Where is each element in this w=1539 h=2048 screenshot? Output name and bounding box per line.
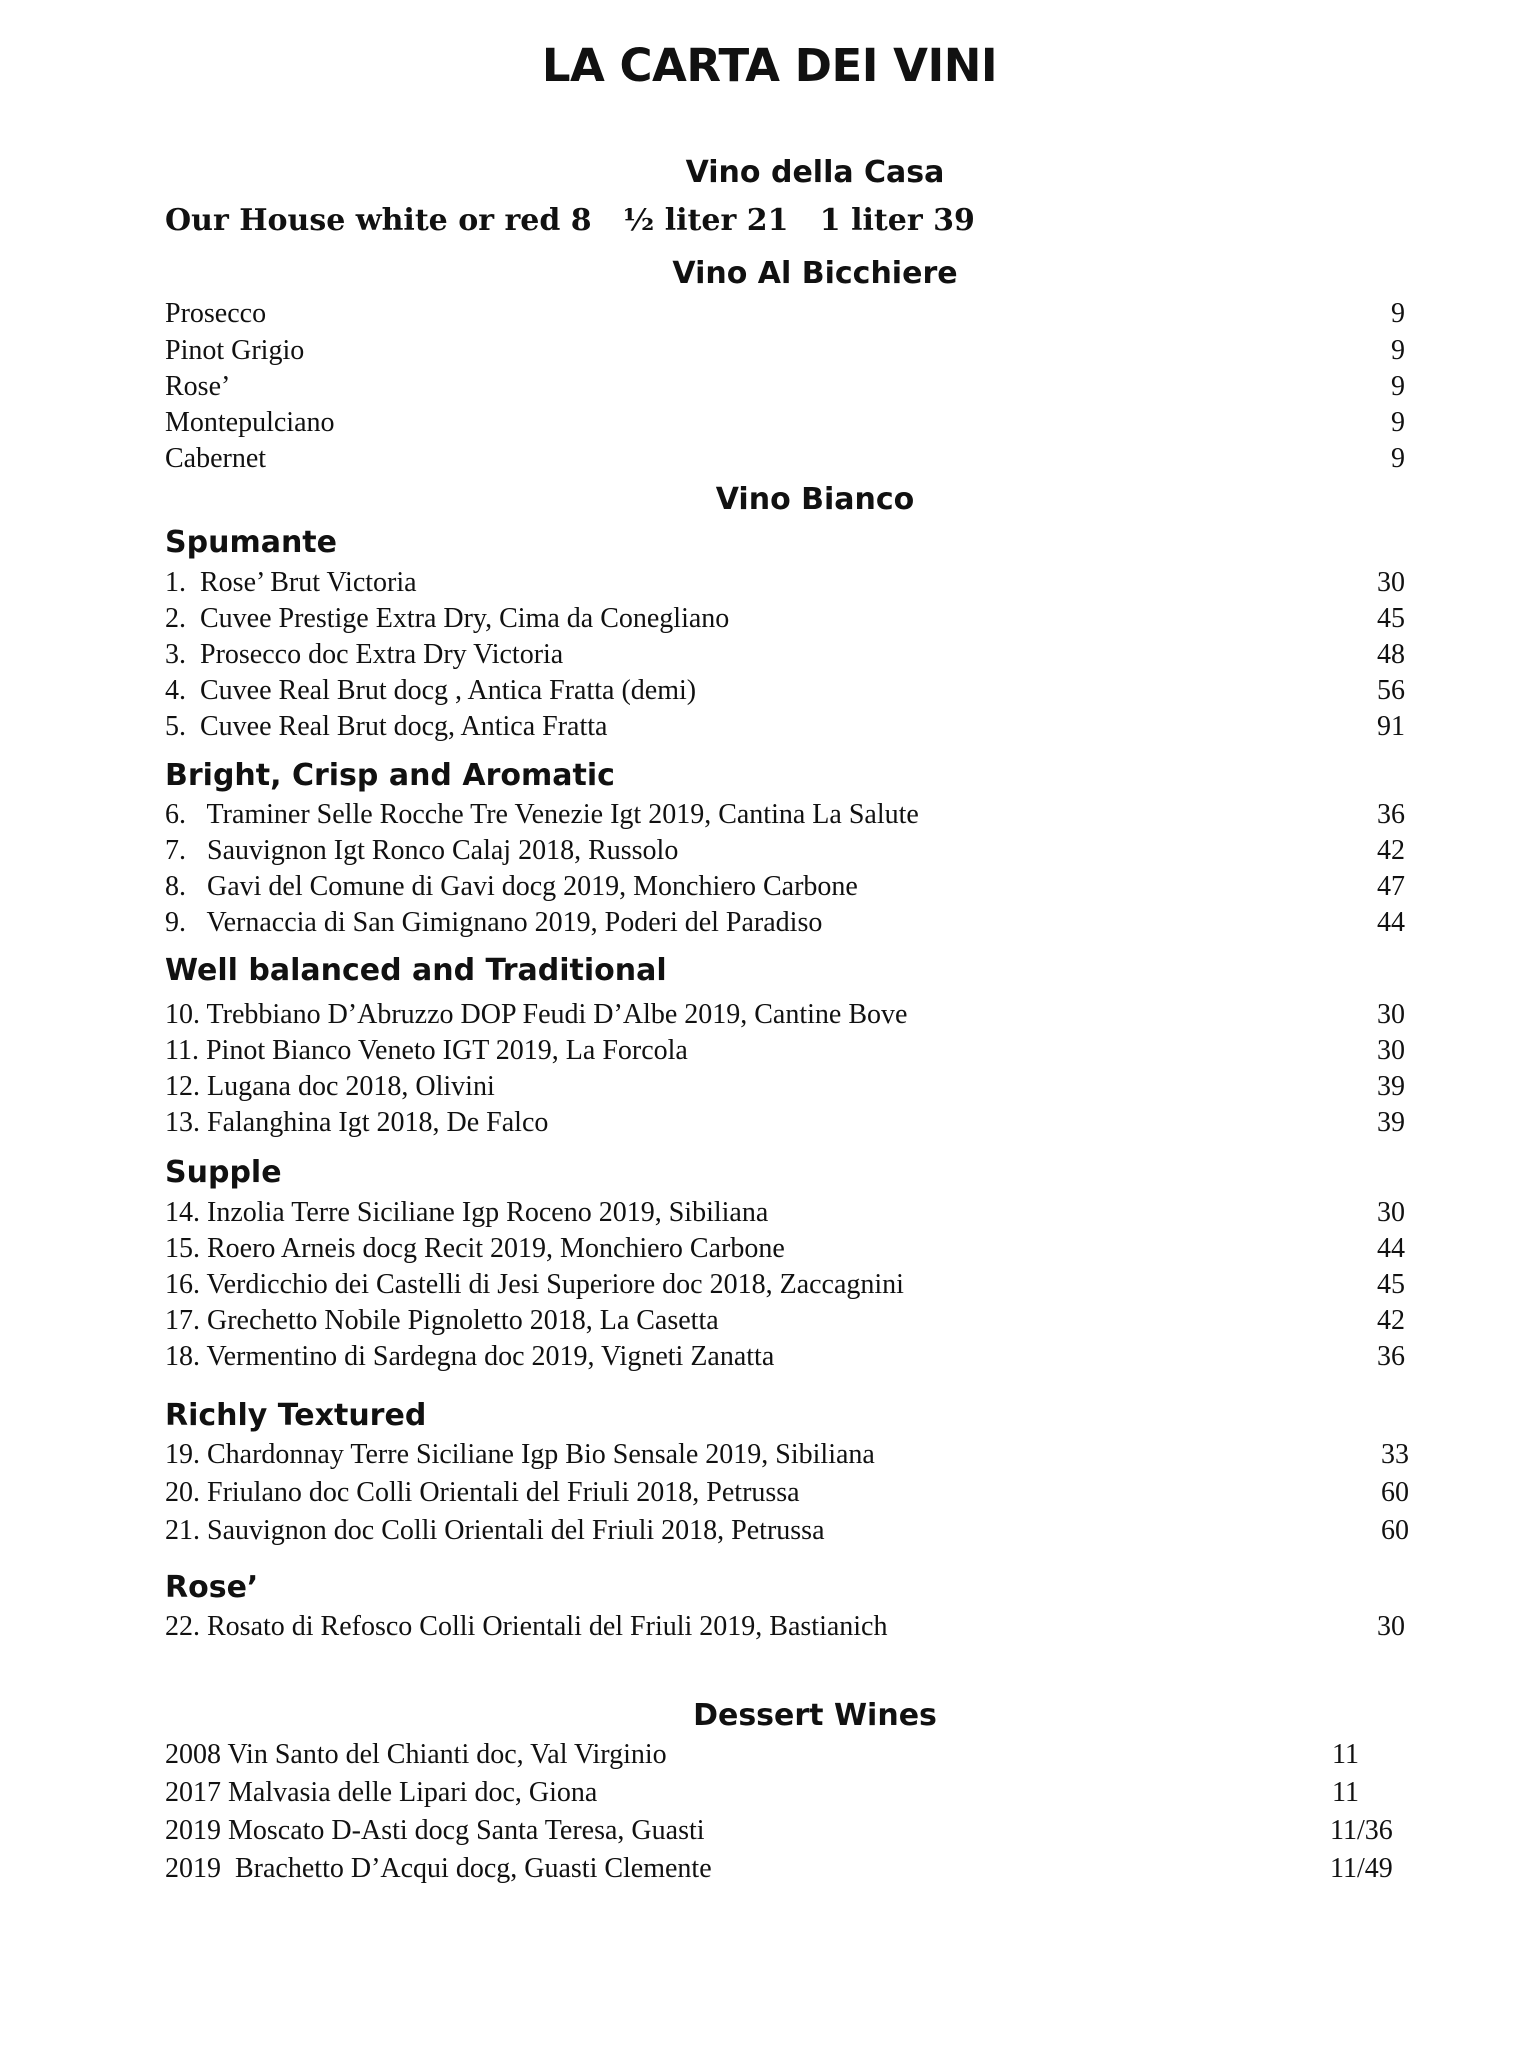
item-price: 44: [1377, 907, 1405, 938]
item-price: 44: [1377, 1233, 1405, 1264]
item-name: 11. Pinot Bianco Veneto IGT 2019, La Forcola: [165, 1035, 688, 1066]
richly-textured-heading: Richly Textured: [165, 1398, 427, 1433]
wine-item: [165, 673, 1405, 709]
item-name: 2019 Moscato D-Asti docg Santa Teresa, Guasti: [165, 1815, 705, 1846]
item-name: 2. Cuvee Prestige Extra Dry, Cima da Conegliano: [165, 603, 730, 634]
item-price: 9: [1391, 335, 1405, 366]
item-price: 42: [1377, 1305, 1405, 1336]
wine-item: [165, 1437, 1409, 1473]
glass-item: [165, 405, 1405, 441]
item-name: 18. Vermentino di Sardegna doc 2019, Vigneti Zanatta: [165, 1341, 775, 1372]
item-price: 30: [1377, 1197, 1405, 1228]
wine-item: [165, 1303, 1405, 1339]
item-name: 7. Sauvignon Igt Ronco Calaj 2018, Russolo: [165, 835, 679, 866]
rose-heading: Rose’: [165, 1570, 259, 1605]
item-price: 60: [1381, 1515, 1409, 1546]
item-price: 30: [1377, 567, 1405, 598]
item-price: 45: [1377, 1269, 1405, 1300]
item-price: 11: [1332, 1739, 1359, 1770]
spumante-heading: Spumante: [165, 525, 337, 560]
item-price: 30: [1377, 1611, 1405, 1642]
dessert-item: [165, 1737, 1405, 1773]
item-price: 45: [1377, 603, 1405, 634]
item-price: 9: [1391, 298, 1405, 329]
wine-item: [165, 637, 1405, 673]
page-title: LA CARTA DEI VINI: [541, 39, 998, 92]
glass-wine-heading: Vino Al Bicchiere: [672, 256, 958, 291]
item-price: 30: [1377, 999, 1405, 1030]
glass-item: [165, 369, 1405, 405]
item-name: Rose’: [165, 371, 231, 402]
wine-item: [165, 905, 1405, 941]
wine-item: [165, 1231, 1405, 1267]
white-wine-heading: Vino Bianco: [715, 482, 915, 517]
item-name: 22. Rosato di Refosco Colli Orientali del Friuli 2019, Bastianich: [165, 1611, 888, 1642]
dessert-wines-heading: Dessert Wines: [693, 1698, 937, 1733]
supple-heading: Supple: [165, 1155, 282, 1190]
item-name: Cabernet: [165, 443, 267, 474]
item-name: Pinot Grigio: [165, 335, 305, 366]
wine-item: [165, 1609, 1405, 1645]
item-price: 48: [1377, 639, 1405, 670]
item-name: 8. Gavi del Comune di Gavi docg 2019, Monchiero Carbone: [165, 871, 858, 902]
item-name: 15. Roero Arneis docg Recit 2019, Monchiero Carbone: [165, 1233, 785, 1264]
item-name: 5. Cuvee Real Brut docg, Antica Fratta: [165, 711, 608, 742]
house-wine-heading: Vino della Casa: [685, 155, 945, 190]
item-name: 2019 Brachetto D’Acqui docg, Guasti Clemente: [165, 1853, 712, 1884]
bright-crisp-heading: Bright, Crisp and Aromatic: [165, 758, 615, 793]
item-name: 3. Prosecco doc Extra Dry Victoria: [165, 639, 564, 670]
item-price: 42: [1377, 835, 1405, 866]
item-name: 12. Lugana doc 2018, Olivini: [165, 1071, 495, 1102]
item-name: 13. Falanghina Igt 2018, De Falco: [165, 1107, 549, 1138]
item-price: 30: [1377, 1035, 1405, 1066]
item-name: 2017 Malvasia delle Lipari doc, Giona: [165, 1777, 598, 1808]
house-wine-line: Our House white or red 8 ½ liter 21 1 liter 39: [165, 203, 975, 238]
item-name: Prosecco: [165, 298, 267, 329]
item-name: 10. Trebbiano D’Abruzzo DOP Feudi D’Albe 2019, Cantine Bove: [165, 999, 908, 1030]
item-name: 9. Vernaccia di San Gimignano 2019, Poderi del Paradiso: [165, 907, 823, 938]
item-name: 6. Traminer Selle Rocche Tre Venezie Igt 2019, Cantina La Salute: [165, 799, 919, 830]
item-price: 33: [1381, 1439, 1409, 1470]
wine-item: [165, 997, 1405, 1033]
dessert-item: [165, 1813, 1405, 1849]
item-name: 20. Friulano doc Colli Orientali del Friuli 2018, Petrussa: [165, 1477, 800, 1508]
wine-item: [165, 1105, 1405, 1141]
wine-item: [165, 1033, 1405, 1069]
item-name: 1. Rose’ Brut Victoria: [165, 567, 417, 598]
wine-item: [165, 797, 1405, 833]
glass-item: [165, 333, 1405, 369]
item-price: 56: [1377, 675, 1405, 706]
wine-item: [165, 601, 1405, 637]
wine-item: [165, 1195, 1405, 1231]
item-name: 17. Grechetto Nobile Pignoletto 2018, La Casetta: [165, 1305, 719, 1336]
item-price: 11/49: [1330, 1853, 1393, 1884]
item-name: 19. Chardonnay Terre Siciliane Igp Bio Sensale 2019, Sibiliana: [165, 1439, 875, 1470]
item-price: 39: [1377, 1107, 1405, 1138]
item-name: 21. Sauvignon doc Colli Orientali del Friuli 2018, Petrussa: [165, 1515, 825, 1546]
wine-item: [165, 565, 1405, 601]
item-price: 11/36: [1330, 1815, 1393, 1846]
item-name: 4. Cuvee Real Brut docg , Antica Fratta (demi): [165, 675, 697, 706]
glass-item: [165, 441, 1405, 477]
item-name: Montepulciano: [165, 407, 335, 438]
item-price: 91: [1377, 711, 1405, 742]
wine-item: [165, 1267, 1405, 1303]
item-price: 36: [1377, 1341, 1405, 1372]
item-price: 9: [1391, 371, 1405, 402]
well-balanced-heading: Well balanced and Traditional: [165, 953, 667, 988]
dessert-item: [165, 1851, 1405, 1887]
wine-item: [165, 1339, 1405, 1375]
item-name: 16. Verdicchio dei Castelli di Jesi Superiore doc 2018, Zaccagnini: [165, 1269, 904, 1300]
item-price: 36: [1377, 799, 1405, 830]
item-price: 9: [1391, 407, 1405, 438]
item-price: 47: [1377, 871, 1405, 902]
wine-item: [165, 1069, 1405, 1105]
item-price: 11: [1332, 1777, 1359, 1808]
item-price: 9: [1391, 443, 1405, 474]
item-price: 39: [1377, 1071, 1405, 1102]
wine-item: [165, 709, 1405, 745]
dessert-item: [165, 1775, 1405, 1811]
wine-item: [165, 1513, 1409, 1549]
item-price: 60: [1381, 1477, 1409, 1508]
item-name: 2008 Vin Santo del Chianti doc, Val Virginio: [165, 1739, 667, 1770]
wine-item: [165, 869, 1405, 905]
glass-item: [165, 296, 1405, 332]
wine-item: [165, 1475, 1409, 1511]
wine-item: [165, 833, 1405, 869]
item-name: 14. Inzolia Terre Siciliane Igp Roceno 2019, Sibiliana: [165, 1197, 769, 1228]
